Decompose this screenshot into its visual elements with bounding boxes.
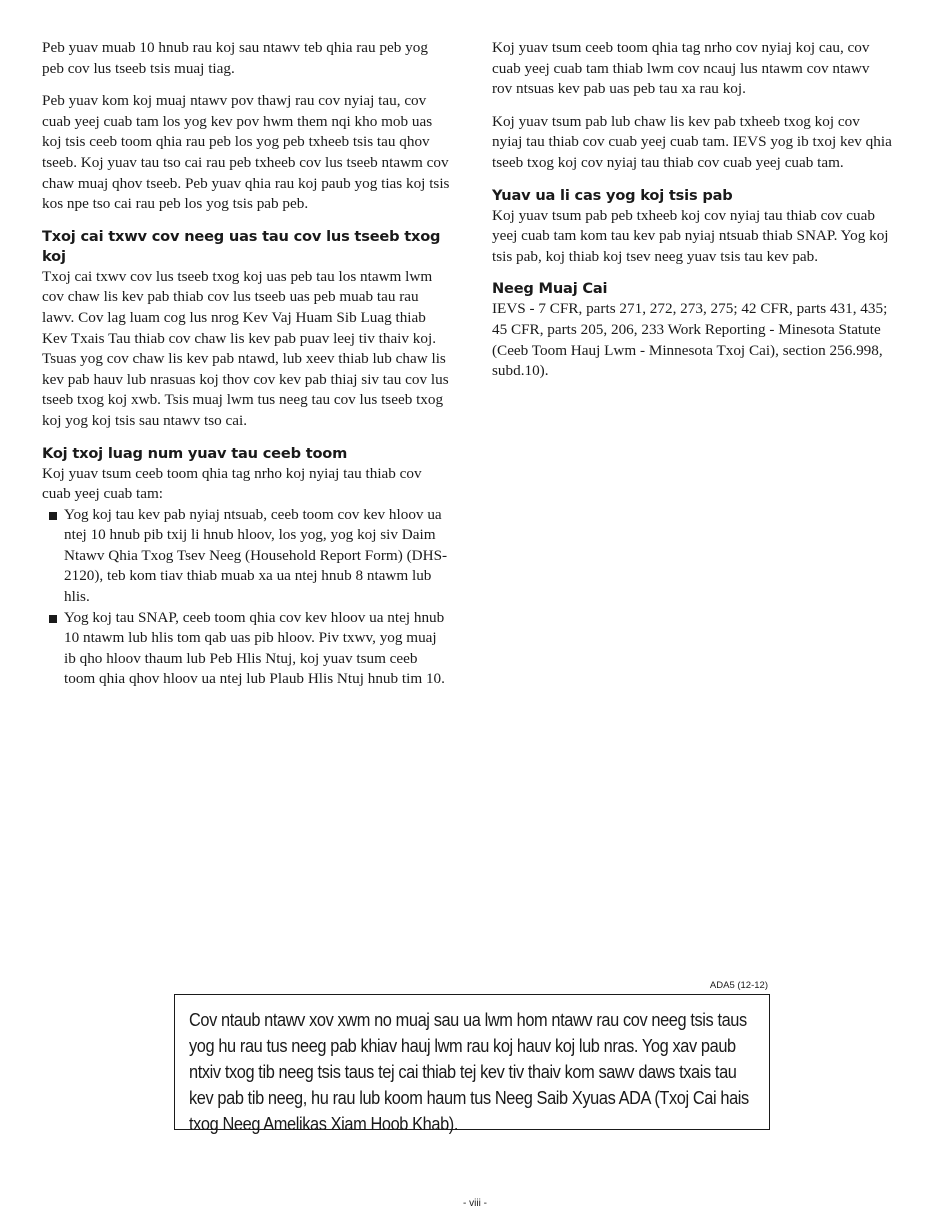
paragraph-response-deadline: Peb yuav muab 10 hnub rau koj sau ntawv teb qhia rau peb yog peb cov lus tseeb tsis muaj tiag. [42,39,428,77]
square-bullet-icon [49,615,57,623]
page-number: - viii - [463,1198,487,1209]
ada-notice-box [174,994,770,1134]
reporting-bullet-list [42,505,452,690]
bullet-text-snap: Yog koj tau SNAP, ceeb toom qhia cov kev hloov ua ntej hnub 10 ntawm lub hlis tom qab uas pib hloov. Piv txwv, yog muaj ib qho hloov thaum lub Peb Hlis Ntuj, koj yuav tsum ceeb toom qhia qhov hloov ua ntej lub Plaub Hlis Ntuj hnub tim 10. [64,608,445,688]
form-code: ADA5 (12-12) [709,980,768,991]
heading-reporting-duty: Koj txoj luag num yuav tau ceeb toom [42,444,348,462]
paragraph-legal-authority: IEVS - 7 CFR, parts 271, 272, 273, 275; 42 CFR, parts 431, 435; 45 CFR, parts 205, 206, 233 Work Reporting - Minesota Statute (Ceeb Toom Hauj Lwm - Minnesota Txoj Cai), section 256.998, subd.10). [492,300,888,380]
heading-information-limits: Txoj cai txwv cov neeg uas tau cov lus tseeb txog koj [42,227,441,265]
square-bullet-icon [49,512,57,520]
bullet-text-cash-assistance: Yog koj tau kev pab nyiaj ntsuab, ceeb toom cov kev hloov ua ntej 10 hnub pib txij li hnub hloov, los yog, yog koj siv Daim Ntawv Qhia Txog Tsev Neeg (Household Report Form) (DHS-2120), teb kom tiav thiab muab xa ua ntej hnub 8 ntawm lub hlis. [64,505,448,606]
list-item [42,608,452,690]
paragraph-proof-required: Peb yuav kom koj muaj ntawv pov thawj rau cov nyiaj tau, cov cuab yeej cuab tam los yog kev pov hwm them nqi kho mob uas koj tsis ceeb toom qhia rau peb los yog peb txheeb tsis tau qhov tseeb. Koj yuav tau tso cai rau peb txheeb cov lus tseeb ntawm cov chaw muaj qhov tseeb. Peb yuav qhia rau koj paub yog tias koj tsis kos npe tso cai rau peb los yog tsis pab peb. [42,92,450,213]
paragraph-report-all-income: Koj yuav tsum ceeb toom qhia tag nrho cov nyiaj koj cau, cov cuab yeej cuab tam thiab lwm cov ncauj lus ntawm cov ntawv rov ntsuas kev pab uas peb tau xa rau koj. [492,39,870,98]
heading-legal-authority: Neeg Muaj Cai [492,280,608,298]
paragraph-ievs: Koj yuav tsum pab lub chaw lis kev pab txheeb txog koj cov nyiaj tau thiab cov cuab yeej cuab tam. IEVS yog ib txoj kev qhia tseeb txog koj cov nyiaj tau thiab cov cuab yeej cuab tam. [492,112,892,171]
paragraph-information-limits: Txoj cai txwv cov lus tseeb txog koj uas peb tau los ntawm lwm cov chaw lis kev pab thiab cov lus tseeb uas peb muab tau rau lawv. Cov lag luam cog lus nrog Kev Vaj Huam Sib Luag thiab Kev Txais Tau thiab cov chaw lis kev pab puav leej tiv thaiv koj. Tsuas yog cov chaw lis kev pab ntawd, lub xeev thiab lub chaw lis kev pab hauv lub nrasuas koj thov cov kev pab thiaj siv tau cov lus tseeb txog koj xwb. Tsis muaj lwm tus neeg tau cov lus tseeb txog koj yog koj tsis sau ntawv tso cai. [42,267,449,429]
list-item [42,505,452,608]
left-column [42,38,452,690]
right-column [492,38,892,394]
ada-notice-text: Cov ntaub ntawv xov xwm no muaj sau ua lwm hom ntawv rau cov neeg tsis taus yog hu rau tus neeg pab khiav hauj lwm rau koj hauv koj lub nras. Yog xav paub ntxiv txog tib neeg tsis taus tej cai thiab tej kev tiv thaiv kom sawv daws txais tau kev pab tib neeg, hu rau lub koom haum tus Neeg Saib Xyuas ADA (Txoj Cai hais txog Neeg Amelikas Xiam Hoob Khab). [189,1009,749,1134]
paragraph-if-not-cooperate: Koj yuav tsum pab peb txheeb koj cov nyiaj tau thiab cov cuab yeej cuab tam kom tau kev pab nyiaj ntsuab thiab SNAP. Yog koj tsis pab, koj thiab koj tsev neeg yuav tsis tau kev pab. [492,206,889,265]
paragraph-reporting-duty: Koj yuav tsum ceeb toom qhia tag nrho koj nyiaj tau thiab cov cuab yeej cuab tam: [42,464,422,503]
heading-if-not-cooperate: Yuav ua li cas yog koj tsis pab [492,186,733,204]
